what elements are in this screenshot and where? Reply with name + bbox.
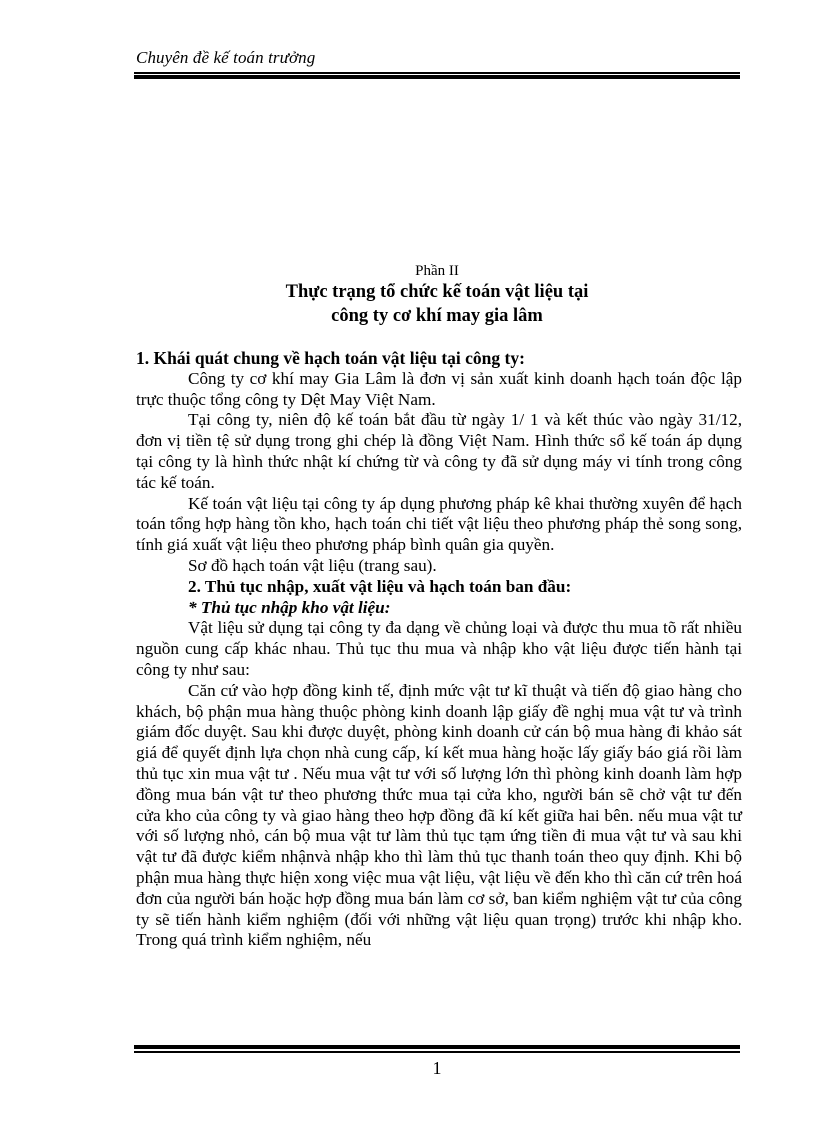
paragraph-1: Công ty cơ khí may Gia Lâm là đơn vị sản xuất kinh doanh hạch toán độc lập trực thuộc tổng công ty Dệt May Việt Nam. — [136, 368, 742, 409]
running-header: Chuyên đề kế toán trưởng — [136, 48, 316, 67]
header-rule-thin — [134, 72, 740, 74]
body-content — [136, 348, 742, 951]
section-2-heading: 2. Thủ tục nhập, xuất vật liệu và hạch toán ban đầu: — [188, 576, 572, 596]
paragraph-4: Sơ đồ hạch toán vật liệu (trang sau). — [188, 555, 437, 575]
chapter-title-line-1: Thực trạng tổ chức kế toán vật liệu tại — [285, 282, 589, 302]
paragraph-2: Tại công ty, niên độ kế toán bắt đầu từ ngày 1/ 1 và kết thúc vào ngày 31/12, đơn vị tiền tệ sử dụng trong ghi chép là đồng Việt Nam. Hình thức sổ kế toán áp dụng tại công ty là hình thức nhật kí chứng từ và công ty đã sử dụng máy vi tính trong công tác kế toán. — [136, 410, 742, 492]
chapter-title-block — [134, 262, 740, 328]
chapter-title-line-2: công ty cơ khí may gia lâm — [331, 306, 543, 326]
footer-rule-thin — [134, 1051, 740, 1053]
subsection-heading: * Thủ tục nhập kho vật liệu: — [188, 597, 391, 617]
paragraph-6: Căn cứ vào hợp đồng kinh tế, định mức vật tư kĩ thuật và tiến độ giao hàng cho khách, bộ phận mua hàng thuộc phòng kinh doanh lập giấy đề nghị mua vật tư và trình giám đốc duyệt. Sau khi được duyệt, phòng kinh doanh cử cán bộ mua hàng đi khảo sát giá để quyết định lựa chọn nhà cung cấp, kí kết mua hàng hoặc lấy giấy báo giá rồi làm thủ tục xin mua vật tư . Nếu mua vật tư với số lượng lớn thì phòng kinh doanh làm hợp đồng mua bán vật tư theo phương thức mua tại cửa kho, người bán sẽ chở vật tư đến cửa kho của công ty và giao hàng theo hợp đồng đã kí kết giữa hai bên. nếu mua vật tư với số lượng nhỏ, cán bộ mua vật tư làm thủ tục tạm ứng tiền đi mua vật tư và sau khi vật tư đã được kiểm nhậnvà nhập kho thì làm thủ tục thanh toán theo quy định. Khi bộ phận mua hàng thực hiện xong việc mua vật liệu, vật liệu về đến kho thì căn cứ trên hoá đơn của người bán hoặc hợp đồng mua bán làm cơ sở, ban kiểm nghiệm vật tư của công ty sẽ tiến hành kiểm nghiệm (đối với những vật liệu quan trọng) trước khi nhập kho. Trong quá trình kiểm nghiệm, nếu — [136, 680, 742, 950]
header-rule-thick — [134, 75, 740, 79]
paragraph-5: Vật liệu sử dụng tại công ty đa dạng về chủng loại và được thu mua tõ rất nhiều nguồn cung cấp khác nhau. Thủ tục thu mua và nhập kho vật liệu được tiến hành tại công ty như sau: — [136, 618, 742, 679]
section-1-heading: 1. Khái quát chung về hạch toán vật liệu tại công ty: — [136, 348, 525, 368]
footer-rule-thick — [134, 1045, 740, 1049]
paragraph-3: Kế toán vật liệu tại công ty áp dụng phương pháp kê khai thường xuyên để hạch toán tổng hợp hàng tồn kho, hạch toán chi tiết vật liệu theo phương pháp thẻ song song, tính giá xuất vật liệu theo phương pháp bình quân gia quyền. — [136, 493, 742, 555]
part-label: Phần II — [415, 263, 459, 279]
page-number: 1 — [432, 1058, 442, 1078]
